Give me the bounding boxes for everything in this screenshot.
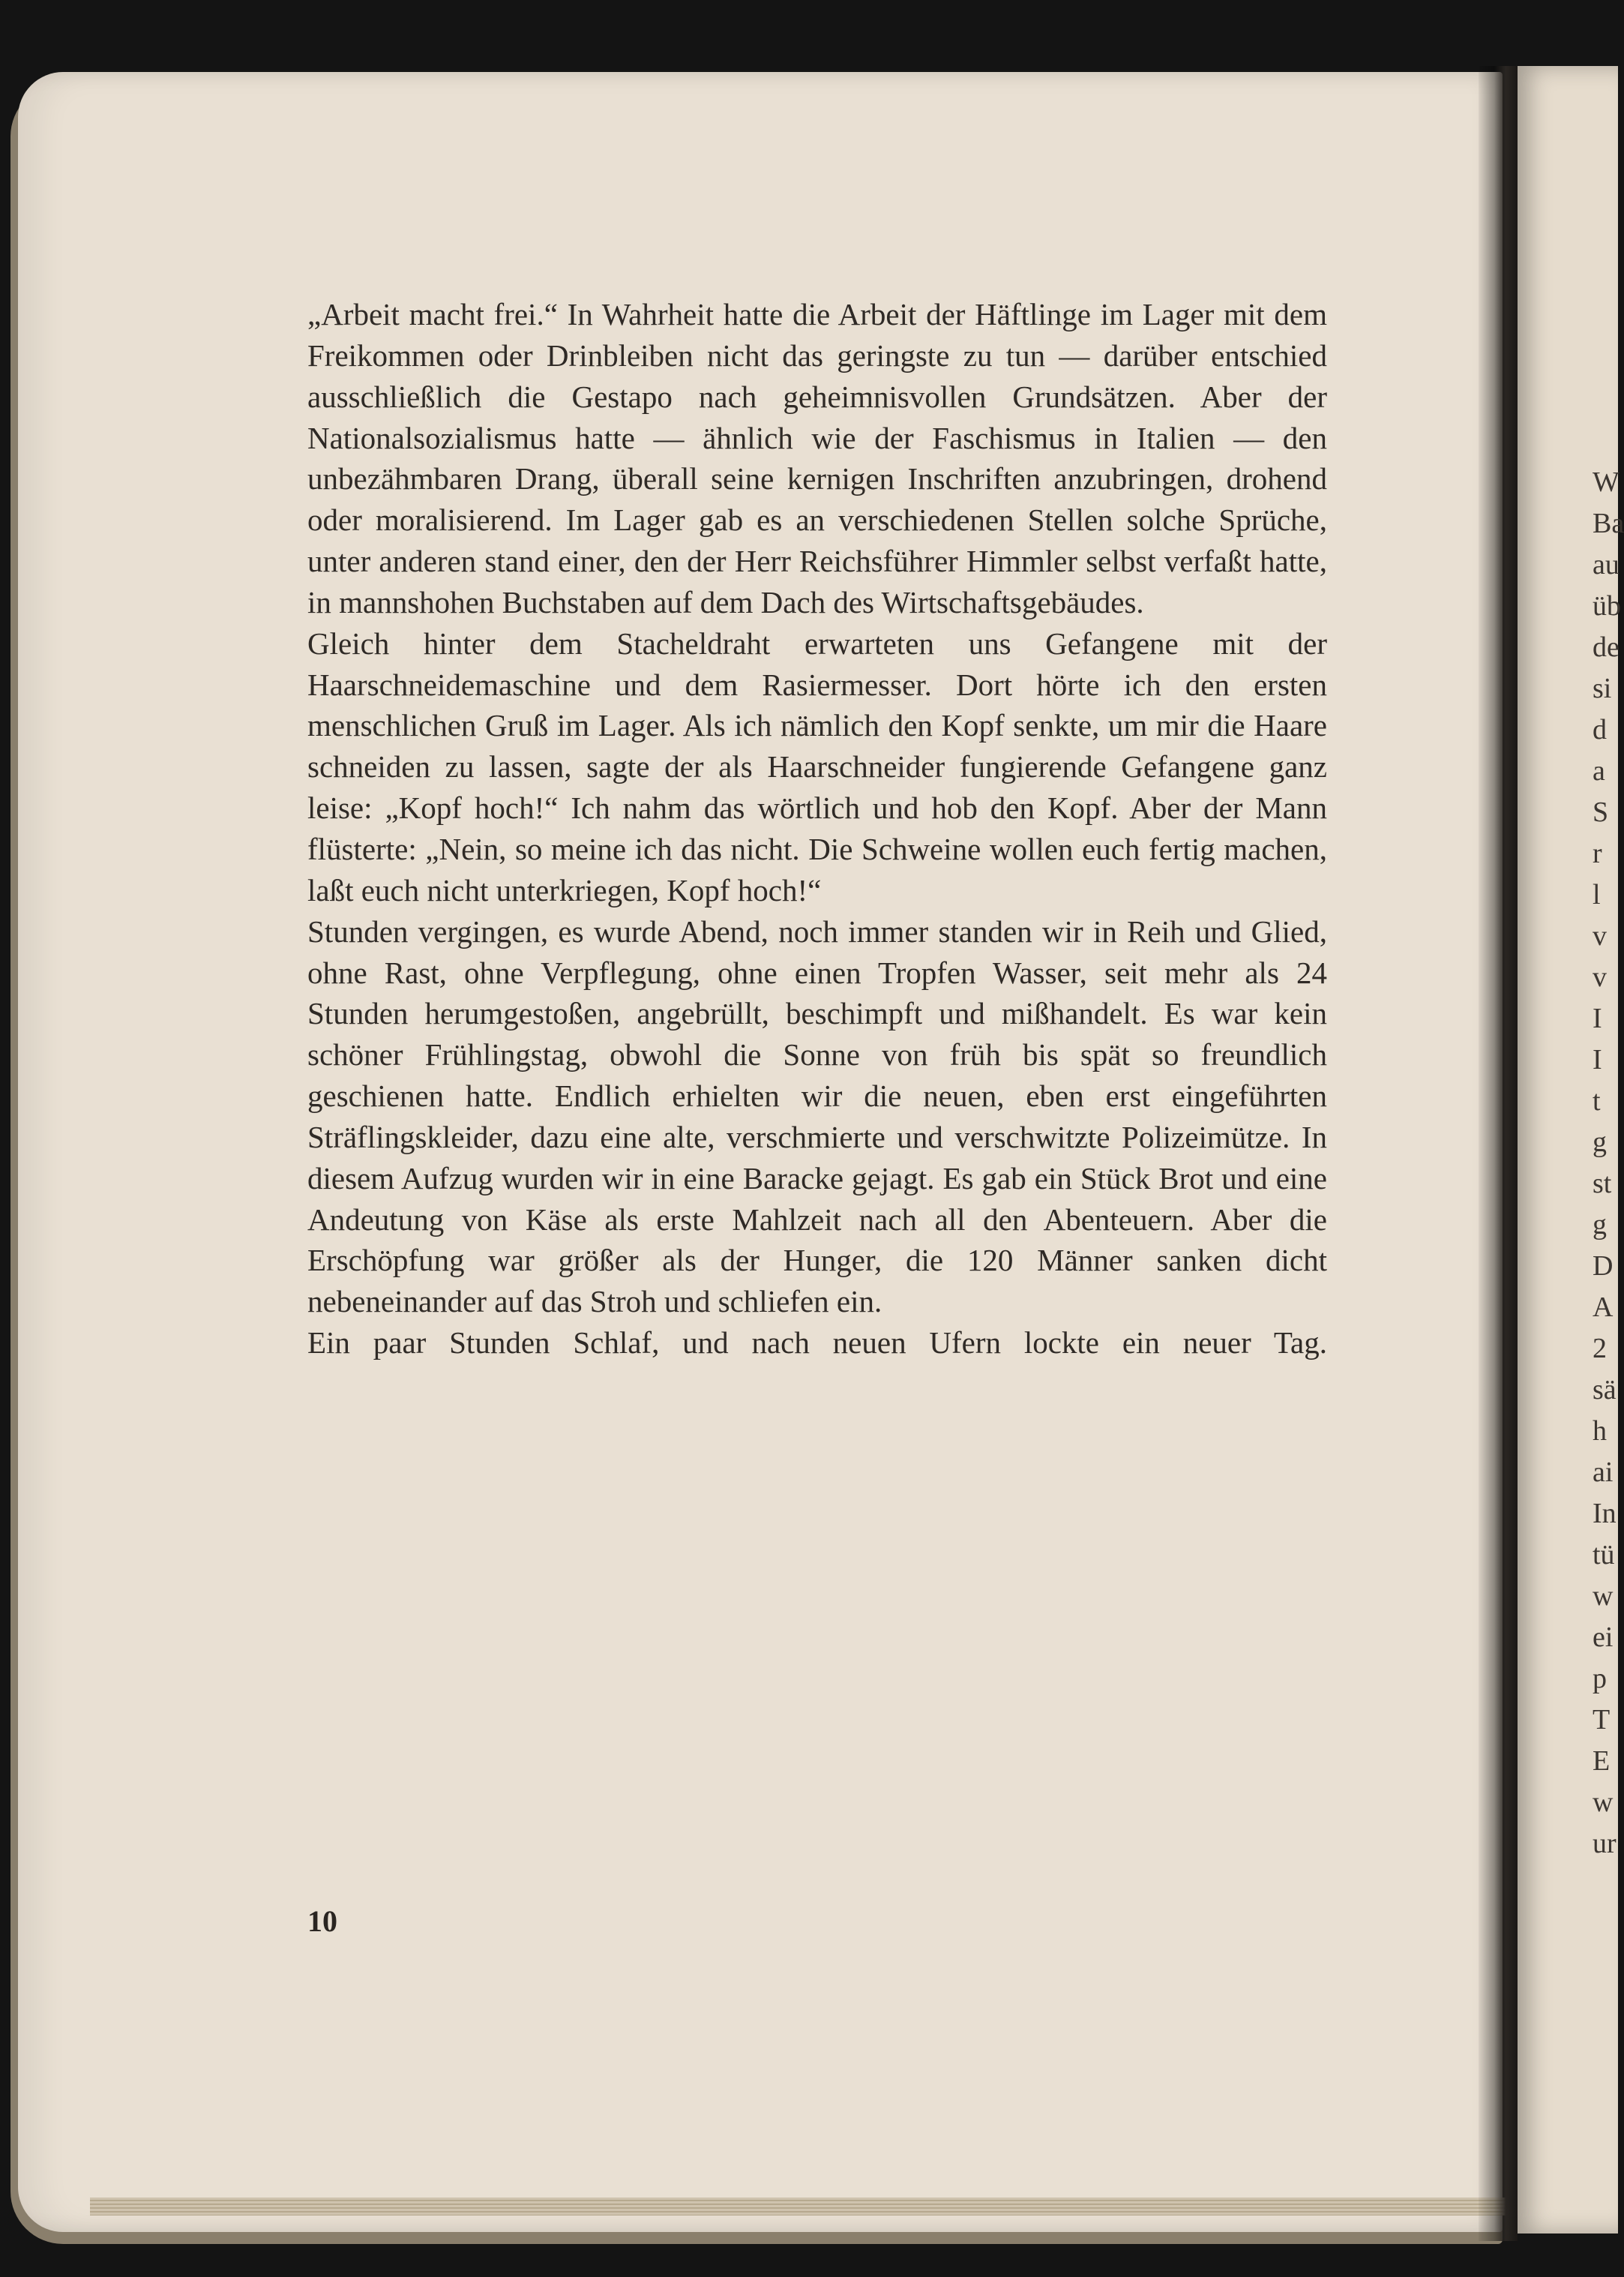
facing-line-fragment: üb [1593,590,1621,622]
facing-line-fragment: ur [1593,1828,1617,1859]
facing-line-fragment: h [1593,1415,1607,1447]
facing-line-fragment: g [1593,1209,1607,1240]
paragraph: Ein paar Stunden Schlaf, und nach neuen Ufern lockte ein neuer Tag. [307,1325,1327,1360]
page-stack-edge [90,2198,1507,2216]
facing-line-fragment: r [1593,838,1602,869]
facing-line-fragment: l [1593,879,1601,910]
facing-line-fragment: sä [1593,1374,1617,1406]
facing-line-fragment: d [1593,714,1607,746]
facing-line-fragment: w [1593,1786,1614,1818]
facing-line-fragment: 2 [1593,1333,1607,1364]
facing-line-fragment: E [1593,1745,1611,1777]
facing-line-fragment: v [1593,962,1607,993]
body-text [307,294,1327,1364]
facing-line-fragment: de [1593,632,1620,663]
paragraph: Stunden vergingen, es wurde Abend, noch immer standen wir in Reih und Glied, ohne Rast, ohne Verpflegung, ohne einen Tropfen Wasser, seit mehr als 24 Stunden herumgestoßen, angebrüllt, beschimpft und mißhandelt. Es war kein schöner Frühlingstag, obwohl die Sonne von früh bis spät so freundlich geschienen hatte. Endlich erhielten wir die neuen, eben erst eingeführten Sträflingskleider, dazu eine alte, verschmierte und verschwitzte Polizeimütze. In diesem Aufzug wurden wir in eine Baracke gejagt. Es gab ein Stück Brot und eine Andeutung von Käse als erste Mahlzeit nach all den Abenteuern. Aber die Erschöpfung war größer als der Hunger, die 120 Männer sanken dicht nebeneinander auf das Stroh und schliefen ein. [307,914,1327,1319]
facing-line-fragment: a [1593,755,1605,787]
facing-line-fragment: A [1593,1292,1614,1323]
facing-line-fragment: I [1593,1003,1602,1034]
facing-line-fragment: si [1593,673,1612,704]
facing-line-fragment: p [1593,1663,1607,1694]
facing-line-fragment: st [1593,1168,1612,1199]
facing-line-fragment: W [1593,466,1620,498]
page-number: 10 [307,1904,337,1938]
facing-line-fragment: ai [1593,1456,1614,1488]
book-gutter [1479,66,1518,2241]
facing-line-fragment: au [1593,549,1620,580]
facing-line-fragment: g [1593,1126,1607,1158]
facing-line-fragment: S [1593,796,1609,828]
facing-line-fragment: In [1593,1498,1617,1529]
facing-page-text [1593,462,1623,1864]
paragraph: „Arbeit macht frei.“ In Wahrheit hatte die Arbeit der Häftlinge im Lager mit dem Freikommen oder Drinbleiben nicht das geringste zu tun — darüber entschied ausschließlich die Gestapo nach geheimnisvollen Grundsätzen. Aber der Nationalsozialismus hatte — ähnlich wie der Faschismus in Italien — den unbezähmbaren Drang, überall seine kernigen Inschriften anzubringen, drohend oder moralisierend. Im Lager gab es an verschiedenen Stellen solche Sprüche, unter anderen stand einer, den der Herr Reichsführer Himmler selbst verfaßt hatte, in mannshohen Buchstaben auf dem Dach des Wirtschaftsgebäudes. [307,297,1327,620]
facing-line-fragment: T [1593,1704,1611,1736]
facing-line-fragment: I [1593,1044,1602,1076]
facing-line-fragment: tü [1593,1539,1615,1570]
facing-line-fragment: t [1593,1085,1601,1117]
facing-line-fragment: D [1593,1250,1614,1282]
facing-line-fragment: v [1593,920,1607,952]
facing-line-fragment: w [1593,1580,1614,1612]
paragraph: Gleich hinter dem Stacheldraht erwarteten uns Gefangene mit der Haarschneidemaschine und dem Rasiermesser. Dort hörte ich den ersten menschlichen Gruß im Lager. Als ich nämlich den Kopf senkte, um mir die Haare schneiden zu lassen, sagte der als Haarschneider fungierende Gefangene ganz leise: „Kopf hoch!“ Ich nahm das wörtlich und hob den Kopf. Aber der Mann flüsterte: „Nein, so meine ich das nicht. Die Schweine wollen euch fertig machen, laßt euch nicht unterkriegen, Kopf hoch!“ [307,626,1327,908]
facing-line-fragment: ei [1593,1622,1614,1653]
facing-line-fragment: Ba [1593,508,1624,539]
